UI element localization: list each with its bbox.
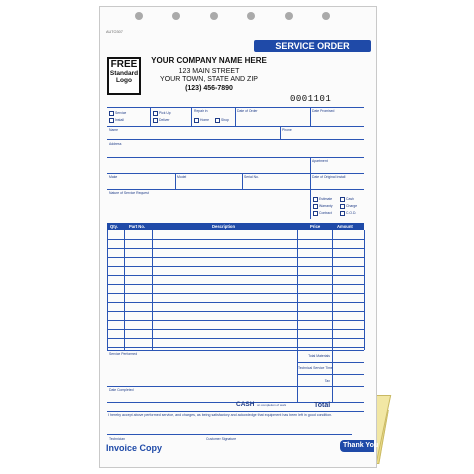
technician-label: Technician: [109, 437, 126, 441]
table-row: [107, 329, 364, 330]
acceptance-text: I hereby accept above performed service, and charges, as being satisfactory and ackowledge that equipment has been left in good condition.: [108, 413, 333, 417]
table-column-divider: [297, 230, 298, 350]
cod-checkbox-label: C.O.D.: [346, 211, 357, 215]
install-checkbox-label: Install: [115, 118, 124, 122]
serial-number: 0001101: [290, 94, 332, 104]
total-materials-label: Total Materials: [308, 354, 330, 358]
pick-up-checkbox-label: Pick Up: [159, 111, 171, 115]
price-header: Price: [310, 224, 321, 229]
table-row: [107, 320, 364, 321]
warranty-checkbox-label: Warranty: [319, 204, 333, 208]
logo-line-2: Standard: [109, 70, 139, 77]
contract-checkbox-label: Contract: [319, 211, 332, 215]
make-label: Make: [109, 175, 118, 179]
service-checkbox-label: Service: [115, 111, 127, 115]
repair-in-label: Repair in: [194, 109, 208, 113]
form-title-banner: SERVICE ORDER: [254, 40, 371, 52]
deliver-checkbox-label: Deliver: [159, 118, 170, 122]
cash-checkbox-label: Cash: [346, 197, 354, 201]
table-row: [107, 347, 364, 348]
apartment-label: Apartment: [312, 159, 328, 163]
tax-label: Tax: [324, 379, 330, 383]
thank-you-tab: Thank You: [340, 440, 374, 452]
cash-label: CASH: [236, 401, 255, 408]
table-column-divider: [364, 230, 365, 350]
punch-hole: [247, 12, 255, 20]
amount-header: Amount: [337, 224, 353, 229]
table-column-divider: [107, 230, 108, 350]
date-promised-label: Date Promised: [312, 109, 335, 113]
table-row: [107, 338, 364, 339]
punch-hole: [285, 12, 293, 20]
logo-line-1: FREE: [110, 59, 138, 70]
shop-checkbox-label: Shop: [221, 118, 229, 122]
estimate-checkbox-label: Estimate: [319, 197, 333, 201]
customer-signature-label: Customer Signature: [206, 437, 237, 441]
logo-line-3: Logo: [116, 77, 132, 84]
qty-header: Qty.: [110, 224, 118, 229]
address-label: Address: [109, 142, 122, 146]
punch-hole: [322, 12, 330, 20]
home-checkbox-label: Home: [200, 118, 210, 122]
invoice-copy-label: Invoice Copy: [106, 443, 163, 453]
punch-hole: [135, 12, 143, 20]
service-performed-label: Service Performed: [109, 352, 138, 356]
table-row: [107, 239, 364, 240]
parts-table-header: [107, 223, 364, 230]
total-label: Total: [314, 402, 331, 409]
technical-service-time-label: Technical Service Time: [298, 366, 333, 370]
logo-placeholder: [107, 57, 141, 95]
punch-hole: [172, 12, 180, 20]
table-column-divider: [152, 230, 153, 350]
date-of-original-install-label: Date of Original Install: [312, 175, 346, 179]
part-no-header: Part No.: [129, 224, 146, 229]
company-name: YOUR COMPANY NAME HERE: [151, 56, 267, 65]
serial-no-label: Serial No.: [244, 175, 259, 179]
name-label: Name: [109, 128, 119, 132]
nature-of-service-label: Nature of Service Request: [109, 191, 149, 195]
description-header: Description: [212, 224, 236, 229]
phone-label: Phone: [282, 128, 292, 132]
table-column-divider: [332, 230, 333, 350]
table-row: [107, 248, 364, 249]
table-row: [107, 302, 364, 303]
table-column-divider: [124, 230, 125, 350]
table-row: [107, 266, 364, 267]
cash-note: on completion of work: [257, 403, 287, 407]
company-street: 123 MAIN STREET: [178, 68, 240, 75]
table-row: [107, 311, 364, 312]
model-label: Model: [177, 175, 187, 179]
table-row: [107, 293, 364, 294]
company-phone: (123) 456-7890: [185, 85, 233, 92]
table-row: [107, 284, 364, 285]
date-completed-label: Date Completed: [109, 388, 134, 392]
table-row: [107, 257, 364, 258]
punch-hole: [210, 12, 218, 20]
date-of-order-label: Date of Order: [237, 109, 258, 113]
company-city: YOUR TOWN, STATE AND ZIP: [160, 76, 258, 83]
table-row: [107, 275, 364, 276]
product-code: AUTO307: [106, 30, 123, 34]
charge-checkbox-label: Charge: [346, 204, 358, 208]
